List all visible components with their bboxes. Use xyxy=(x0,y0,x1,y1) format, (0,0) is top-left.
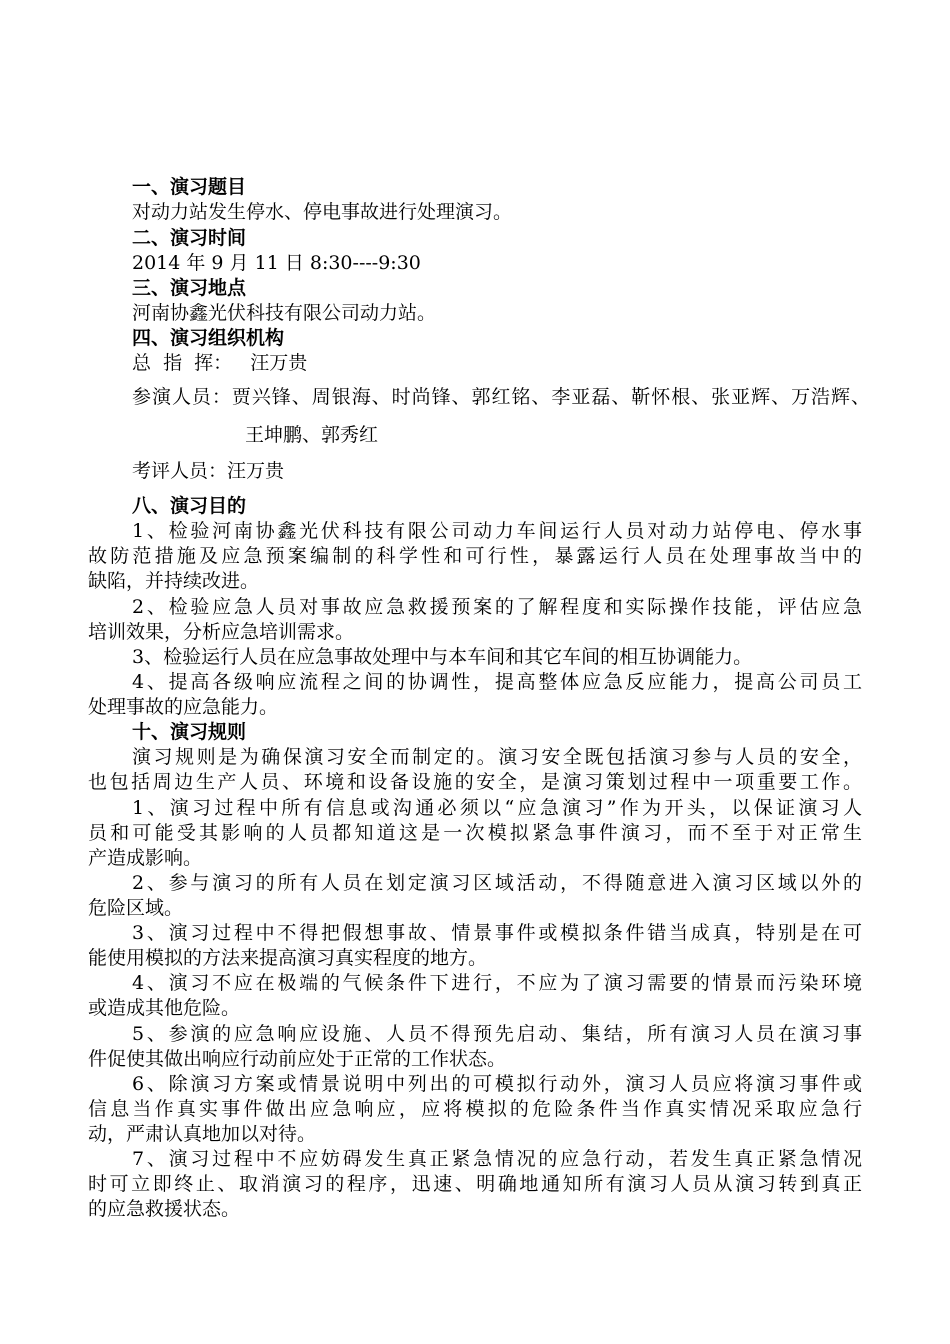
paragraph-line: 1、检验河南协鑫光伏科技有限公司动力车间运行人员对动力站停电、停水事 xyxy=(132,520,862,542)
section-heading: 一、演习题目 xyxy=(132,176,247,198)
paragraph-line: 培训效果，分析应急培训需求。 xyxy=(88,621,355,643)
paragraph-line: 7、演习过程中不应妨碍发生真正紧急情况的应急行动，若发生真正紧急情况 xyxy=(132,1148,862,1170)
participants-line: 参演人员：贾兴锋、周银海、时尚锋、郭红铭、李亚磊、靳怀根、张亚辉、万浩辉、 xyxy=(132,386,870,408)
paragraph-line: 4、提高各级响应流程之间的协调性，提高整体应急反应能力，提高公司员工 xyxy=(132,671,862,693)
paragraph-line: 时可立即终止、取消演习的程序，迅速、明确地通知所有演习人员从演习转到真正 xyxy=(88,1173,862,1195)
paragraph-line: 故防范措施及应急预案编制的科学性和可行性，暴露运行人员在处理事故当中的 xyxy=(88,545,862,567)
paragraph-line: 对动力站发生停水、停电事故进行处理演习。 xyxy=(132,201,513,223)
paragraph-line: 6、除演习方案或情景说明中列出的可模拟行动外，演习人员应将演习事件或 xyxy=(132,1073,862,1095)
section-heading: 三、演习地点 xyxy=(132,277,247,299)
participants-line: 王坤鹏、郭秀红 xyxy=(245,424,379,446)
section-heading: 八、演习目的 xyxy=(132,495,247,517)
paragraph-line: 5、参演的应急响应设施、人员不得预先启动、集结，所有演习人员在演习事 xyxy=(132,1023,862,1045)
paragraph-line: 的应急救援状态。 xyxy=(88,1198,241,1220)
paragraph-line: 2、检验应急人员对事故应急救援预案的了解程度和实际操作技能，评估应急 xyxy=(132,596,862,618)
paragraph-line: 河南协鑫光伏科技有限公司动力站。 xyxy=(132,302,437,324)
paragraph-line: 产造成影响。 xyxy=(88,847,203,869)
evaluator-line: 考评人员：汪万贵 xyxy=(132,460,285,482)
paragraph-line: 或造成其他危险。 xyxy=(88,997,241,1019)
paragraph-line: 4、演习不应在极端的气候条件下进行，不应为了演习需要的情景而污染环境 xyxy=(132,972,862,994)
paragraph-line: 件促使其做出响应行动前应处于正常的工作状态。 xyxy=(88,1048,507,1070)
paragraph-line: 2、参与演习的所有人员在划定演习区域活动，不得随意进入演习区域以外的 xyxy=(132,872,862,894)
section-heading: 四、演习组织机构 xyxy=(132,327,285,349)
paragraph-line: 能使用模拟的方法来提高演习真实程度的地方。 xyxy=(88,947,488,969)
section-heading: 十、演习规则 xyxy=(132,721,247,743)
paragraph-line: 演习规则是为确保演习安全而制定的。演习安全既包括演习参与人员的安全， xyxy=(132,746,862,768)
commander-line: 总 指 挥： 汪万贵 xyxy=(132,352,308,374)
paragraph-line: 也包括周边生产人员、环境和设备设施的安全，是演习策划过程中一项重要工作。 xyxy=(88,771,862,793)
paragraph-line: 员和可能受其影响的人员都知道这是一次模拟紧急事件演习，而不至于对正常生 xyxy=(88,822,862,844)
paragraph-line: 处理事故的应急能力。 xyxy=(88,696,279,718)
paragraph-line: 3、演习过程中不得把假想事故、情景事件或模拟条件错当成真，特别是在可 xyxy=(132,922,862,944)
paragraph-line: 3、检验运行人员在应急事故处理中与本车间和其它车间的相互协调能力。 xyxy=(132,646,753,668)
paragraph-line: 2014 年 9 月 11 日 8:30----9:30 xyxy=(132,252,421,274)
section-heading: 二、演习时间 xyxy=(132,227,247,249)
paragraph-line: 动，严肃认真地加以对待。 xyxy=(88,1123,317,1145)
paragraph-line: 缺陷，并持续改进。 xyxy=(88,570,260,592)
paragraph-line: 信息当作真实事件做出应急响应，应将模拟的危险条件当作真实情况采取应急行 xyxy=(88,1098,862,1120)
paragraph-line: 1、演习过程中所有信息或沟通必须以“应急演习”作为开头，以保证演习人 xyxy=(132,797,862,819)
paragraph-line: 危险区域。 xyxy=(88,897,184,919)
